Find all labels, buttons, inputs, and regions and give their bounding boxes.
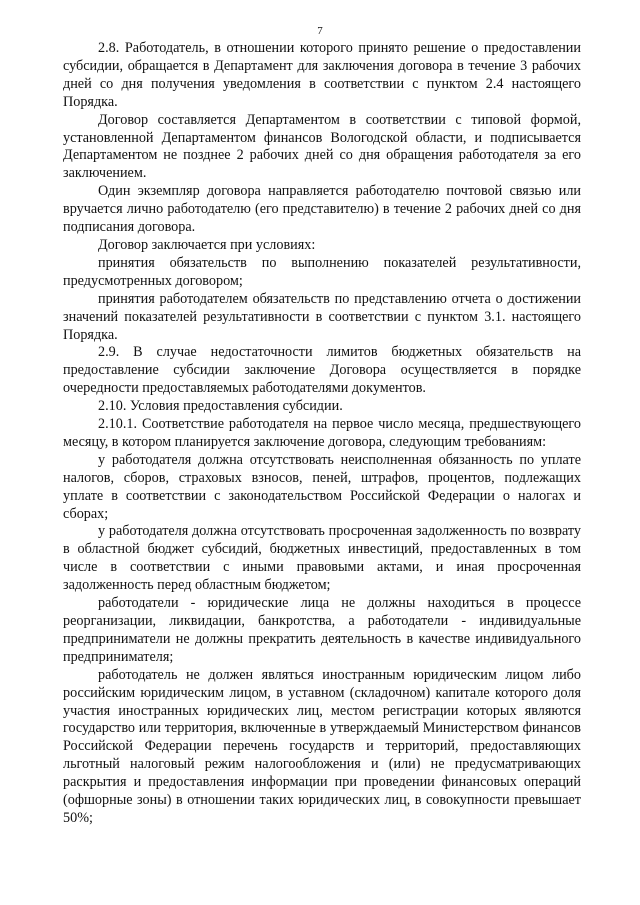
paragraph-contract-conditions: Договор заключается при условиях:: [98, 236, 316, 253]
paragraph-requirement-reorganization: работодатели - юридические лица не должны находиться в процессе реорганизации, ликвидации, банкротства, а работодатели - индивидуальные предприниматели не должны прекратить деятельность в качестве индивидуального предпринимателя;: [63, 595, 581, 665]
paragraph-requirement-debt: у работодателя должна отсутствовать просроченная задолженность по возврату в областной бюджет субсидий, бюджетных инвестиций, предоставленных в том числе в соответствии с иными правовыми актами, и иная просроченная задолженность перед областным бюджетом;: [63, 523, 581, 594]
paragraph-condition-performance: принятия обязательств по выполнению показателей результативности, предусмотренных договором;: [63, 254, 581, 289]
paragraph-2-10-1: 2.10.1. Соответствие работодателя на первое число месяца, предшествующего месяцу, в котором планируется заключение договора, следующим требованиям:: [63, 416, 581, 450]
paragraph-condition-report: принятия работодателем обязательств по представлению отчета о достижении значений показателей результативности в соответствии с пунктом 3.1. настоящего Порядка.: [63, 290, 581, 343]
document-body: [63, 40, 581, 828]
page-number: 7: [317, 25, 323, 37]
paragraph-contract-drafting: Договор составляется Департаментом в соответствии с типовой формой, установленной Департаментом финансов Вологодской области, и подписывается Департаментом не позднее 2 рабочих дней со дня обращения работодателя за его заключением.: [63, 111, 581, 182]
paragraph-2-10: 2.10. Условия предоставления субсидии.: [98, 398, 343, 415]
paragraph-2-9: 2.9. В случае недостаточности лимитов бюджетных обязательств на предоставление субсидии заключение Договора осуществляется в порядке очередности предоставляемых работодателями документов.: [63, 344, 581, 397]
paragraph-contract-copy: Один экземпляр договора направляется работодателю почтовой связью или вручается лично работодателю (его представителю) в течение 2 рабочих дней со дня подписания договора.: [63, 183, 581, 236]
paragraph-2-8: 2.8. Работодатель, в отношении которого принято решение о предоставлении субсидии, обращается в Департамент для заключения договора в течение 3 рабочих дней со дня получения уведомления в соответствии с пунктом 2.4 настоящего Порядка.: [63, 40, 581, 110]
paragraph-requirement-taxes: у работодателя должна отсутствовать неисполненная обязанность по уплате налогов, сборов, страховых взносов, пеней, штрафов, процентов, подлежащих уплате в соответствии с законодательством Российской Федерации о налогах и сборах;: [63, 451, 581, 522]
paragraph-requirement-foreign: работодатель не должен являться иностранным юридическим лицом либо российским юридическим лицом, в уставном (складочном) капитале которого доля участия иностранных юридических лиц, местом регистрации которых являются государство или территория, включенные в утверждаемый Министерством финансов Российской Федерации перечень государств и территорий, предоставляющих льготный налоговый режим налогообложения и (или) не предусматривающих раскрытия и предоставления информации при проведении финансовых операций (офшорные зоны) в отношении таких юридических лиц, в совокупности превышает 50%;: [63, 666, 581, 826]
